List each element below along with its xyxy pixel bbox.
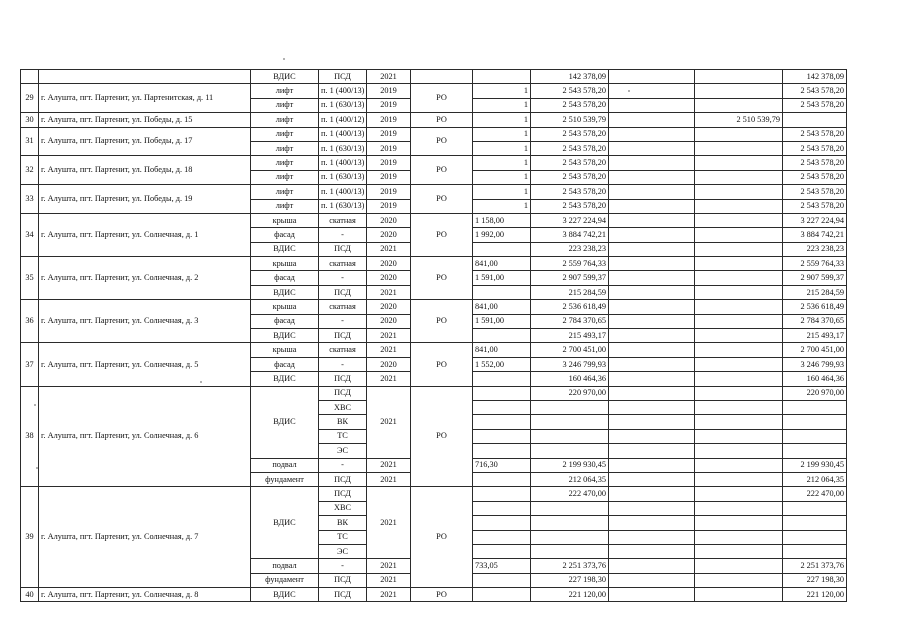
cost-cell: 2 784 370,65 [531, 314, 609, 328]
year-cell: 2019 [367, 113, 411, 127]
sum-cell: 212 064,35 [783, 472, 847, 486]
sum-cell: 2 543 578,20 [783, 98, 847, 112]
cost-cell: 221 120,00 [531, 588, 609, 602]
year-cell: 2020 [367, 271, 411, 285]
work-detail-cell: ТС [319, 429, 367, 443]
quantity-cell: 1 591,00 [473, 314, 531, 328]
work-detail-cell: - [319, 314, 367, 328]
work-detail-cell: ХВС [319, 400, 367, 414]
work-type-cell: лифт [251, 98, 319, 112]
row-number: 29 [21, 84, 39, 113]
work-type-cell: фасад [251, 228, 319, 242]
work-detail-cell: ПСД [319, 588, 367, 602]
cost-cell: 2 543 578,20 [531, 141, 609, 155]
cost-cell: 3 884 742,21 [531, 228, 609, 242]
work-type-cell: лифт [251, 156, 319, 170]
work-type-cell: крыша [251, 300, 319, 314]
cost-cell: 227 198,30 [531, 573, 609, 587]
sum-cell: 2 199 930,45 [783, 458, 847, 472]
sum-cell: 222 470,00 [783, 487, 847, 501]
work-detail-cell: п. 1 (400/13) [319, 156, 367, 170]
scan-speck [34, 404, 36, 406]
sum-cell: 2 543 578,20 [783, 156, 847, 170]
year-cell: 2019 [367, 141, 411, 155]
quantity-cell: 716,30 [473, 458, 531, 472]
document-page [20, 69, 847, 602]
work-detail-cell: - [319, 271, 367, 285]
address-cell: г. Алушта, пгт. Партенит, ул. Партенитская, д. 11 [39, 84, 251, 113]
sum-cell: 2 907 599,37 [783, 271, 847, 285]
row-number: 38 [21, 386, 39, 487]
sum-cell: 3 246 799,93 [783, 357, 847, 371]
work-detail-cell: ПСД [319, 70, 367, 84]
sum-cell: 2 543 578,20 [783, 127, 847, 141]
work-detail-cell: ПСД [319, 242, 367, 256]
cost-cell: 2 251 373,76 [531, 559, 609, 573]
row-number: 36 [21, 300, 39, 343]
sum-cell: 2 543 578,20 [783, 84, 847, 98]
row-number: 39 [21, 487, 39, 588]
table-row [21, 343, 847, 357]
scan-speck [628, 90, 630, 92]
year-cell: 2021 [367, 573, 411, 587]
work-detail-cell: п. 1 (630/13) [319, 141, 367, 155]
address-cell: г. Алушта, пгт. Партенит, ул. Солнечная, д. 2 [39, 257, 251, 300]
cost-cell: 3 227 224,94 [531, 213, 609, 227]
sum-cell: 2 700 451,00 [783, 343, 847, 357]
work-type-cell: лифт [251, 170, 319, 184]
work-type-cell: ВДИС [251, 386, 319, 458]
cost-cell: 222 470,00 [531, 487, 609, 501]
sum-cell: 3 227 224,94 [783, 213, 847, 227]
address-cell: г. Алушта, пгт. Партенит, ул. Победы, д. 17 [39, 127, 251, 156]
year-cell: 2020 [367, 314, 411, 328]
work-detail-cell: ЭС [319, 544, 367, 558]
quantity-cell: 1 992,00 [473, 228, 531, 242]
work-detail-cell: - [319, 228, 367, 242]
cost-cell: 2 700 451,00 [531, 343, 609, 357]
quantity-cell: 841,00 [473, 343, 531, 357]
sum-cell: 2 543 578,20 [783, 141, 847, 155]
work-detail-cell: ЭС [319, 444, 367, 458]
year-cell: 2019 [367, 170, 411, 184]
work-type-cell: лифт [251, 141, 319, 155]
table-row [21, 113, 847, 127]
year-cell: 2020 [367, 357, 411, 371]
year-cell: 2021 [367, 472, 411, 486]
scan-speck [36, 467, 38, 469]
sum-cell: 215 493,17 [783, 329, 847, 343]
quantity-cell: 1 158,00 [473, 213, 531, 227]
cost-cell: 3 246 799,93 [531, 357, 609, 371]
operator-cell: РО [411, 300, 473, 343]
sum-cell: 3 884 742,21 [783, 228, 847, 242]
sum-cell: 220 970,00 [783, 386, 847, 400]
work-detail-cell: скатная [319, 257, 367, 271]
year-cell: 2021 [367, 285, 411, 299]
sum-cell: 2 543 578,20 [783, 185, 847, 199]
cost-cell: 220 970,00 [531, 386, 609, 400]
row-number: 32 [21, 156, 39, 185]
address-cell: г. Алушта, пгт. Партенит, ул. Солнечная, д. 3 [39, 300, 251, 343]
work-type-cell: ВДИС [251, 372, 319, 386]
year-cell: 2021 [367, 458, 411, 472]
operator-cell: РО [411, 185, 473, 214]
quantity-cell: 1 [473, 84, 531, 98]
operator-cell: РО [411, 127, 473, 156]
cost-cell: 160 464,36 [531, 372, 609, 386]
work-detail-cell: ПСД [319, 487, 367, 501]
quantity-cell: 1 [473, 98, 531, 112]
year-cell: 2019 [367, 98, 411, 112]
fund-cell: 2 510 539,79 [695, 113, 783, 127]
sum-cell: 2 536 618,49 [783, 300, 847, 314]
year-cell: 2021 [367, 372, 411, 386]
work-detail-cell: п. 1 (630/13) [319, 170, 367, 184]
year-cell: 2020 [367, 228, 411, 242]
year-cell: 2019 [367, 127, 411, 141]
cost-cell: 2 543 578,20 [531, 156, 609, 170]
work-detail-cell: - [319, 559, 367, 573]
work-detail-cell: скатная [319, 300, 367, 314]
work-type-cell: ВДИС [251, 329, 319, 343]
sum-cell: 223 238,23 [783, 242, 847, 256]
sum-cell: 2 559 764,33 [783, 257, 847, 271]
work-type-cell: фасад [251, 357, 319, 371]
work-type-cell: крыша [251, 257, 319, 271]
cost-cell: 212 064,35 [531, 472, 609, 486]
operator-cell: РО [411, 487, 473, 588]
address-cell: г. Алушта, пгт. Партенит, ул. Солнечная, д. 5 [39, 343, 251, 386]
address-cell: г. Алушта, пгт. Партенит, ул. Солнечная, д. 6 [39, 386, 251, 487]
quantity-cell: 1 [473, 156, 531, 170]
year-cell: 2021 [367, 329, 411, 343]
year-cell: 2020 [367, 213, 411, 227]
operator-cell: РО [411, 113, 473, 127]
work-type-cell: ВДИС [251, 70, 319, 84]
sum-cell: 221 120,00 [783, 588, 847, 602]
quantity-cell: 1 591,00 [473, 271, 531, 285]
work-type-cell: ВДИС [251, 588, 319, 602]
operator-cell: РО [411, 588, 473, 602]
year-cell: 2021 [367, 559, 411, 573]
work-type-cell: фасад [251, 271, 319, 285]
operator-cell: РО [411, 343, 473, 386]
work-type-cell: фасад [251, 314, 319, 328]
cost-cell: 2 543 578,20 [531, 170, 609, 184]
cost-cell: 142 378,09 [531, 70, 609, 84]
work-type-cell: крыша [251, 343, 319, 357]
work-detail-cell: ВК [319, 415, 367, 429]
quantity-cell: 1 [473, 199, 531, 213]
table-row [21, 487, 847, 501]
work-detail-cell: - [319, 458, 367, 472]
quantity-cell: 1 552,00 [473, 357, 531, 371]
quantity-cell: 1 [473, 141, 531, 155]
work-detail-cell: п. 1 (400/12) [319, 113, 367, 127]
work-type-cell: лифт [251, 113, 319, 127]
sum-cell: 2 251 373,76 [783, 559, 847, 573]
work-type-cell: фундамент [251, 573, 319, 587]
year-cell: 2019 [367, 156, 411, 170]
row-number: 34 [21, 213, 39, 256]
scan-speck [200, 381, 202, 383]
work-type-cell: ВДИС [251, 242, 319, 256]
work-detail-cell: ПСД [319, 386, 367, 400]
sum-cell: 215 284,59 [783, 285, 847, 299]
work-detail-cell: п. 1 (630/13) [319, 199, 367, 213]
work-detail-cell: ПСД [319, 329, 367, 343]
year-cell: 2020 [367, 300, 411, 314]
work-detail-cell: п. 1 (400/13) [319, 127, 367, 141]
cost-cell: 2 559 764,33 [531, 257, 609, 271]
operator-cell: РО [411, 386, 473, 487]
work-type-cell: ВДИС [251, 285, 319, 299]
work-type-cell: ВДИС [251, 487, 319, 559]
table-row [21, 185, 847, 199]
cost-cell: 215 284,59 [531, 285, 609, 299]
sum-cell: 142 378,09 [783, 70, 847, 84]
cost-cell: 2 199 930,45 [531, 458, 609, 472]
work-detail-cell: ПСД [319, 573, 367, 587]
sum-cell: 227 198,30 [783, 573, 847, 587]
work-detail-cell: ТС [319, 530, 367, 544]
work-type-cell: фундамент [251, 472, 319, 486]
row-number: 40 [21, 588, 39, 602]
sum-cell: 2 543 578,20 [783, 170, 847, 184]
address-cell: г. Алушта, пгт. Партенит, ул. Солнечная, д. 7 [39, 487, 251, 588]
work-type-cell: лифт [251, 84, 319, 98]
scan-speck [283, 58, 285, 60]
year-cell: 2019 [367, 84, 411, 98]
year-cell: 2020 [367, 257, 411, 271]
work-type-cell: лифт [251, 185, 319, 199]
row-number: 31 [21, 127, 39, 156]
table-row [21, 257, 847, 271]
address-cell: г. Алушта, пгт. Партенит, ул. Солнечная, д. 8 [39, 588, 251, 602]
row-number: 30 [21, 113, 39, 127]
sum-cell: 2 543 578,20 [783, 199, 847, 213]
cost-cell: 2 543 578,20 [531, 185, 609, 199]
work-detail-cell: ПСД [319, 472, 367, 486]
work-detail-cell: ХВС [319, 501, 367, 515]
work-type-cell: крыша [251, 213, 319, 227]
work-detail-cell: ВК [319, 516, 367, 530]
work-detail-cell: п. 1 (400/13) [319, 84, 367, 98]
cost-cell: 223 238,23 [531, 242, 609, 256]
table-row [21, 127, 847, 141]
row-number: 33 [21, 185, 39, 214]
operator-cell: РО [411, 156, 473, 185]
work-type-cell: лифт [251, 127, 319, 141]
table-row [21, 588, 847, 602]
repair-register-table [20, 69, 847, 602]
table-row [21, 386, 847, 400]
work-detail-cell: - [319, 357, 367, 371]
sum-cell: 2 784 370,65 [783, 314, 847, 328]
year-cell: 2021 [367, 487, 411, 559]
cost-cell: 2 543 578,20 [531, 98, 609, 112]
table-row [21, 156, 847, 170]
work-detail-cell: скатная [319, 343, 367, 357]
table-row [21, 213, 847, 227]
cost-cell: 2 543 578,20 [531, 127, 609, 141]
row-number: 37 [21, 343, 39, 386]
cost-cell: 2 907 599,37 [531, 271, 609, 285]
quantity-cell: 1 [473, 127, 531, 141]
year-cell: 2019 [367, 199, 411, 213]
year-cell: 2021 [367, 70, 411, 84]
quantity-cell: 841,00 [473, 300, 531, 314]
work-detail-cell: п. 1 (630/13) [319, 98, 367, 112]
quantity-cell: 1 [473, 113, 531, 127]
work-detail-cell: п. 1 (400/13) [319, 185, 367, 199]
cost-cell: 2 536 618,49 [531, 300, 609, 314]
cost-cell: 215 493,17 [531, 329, 609, 343]
table-row [21, 300, 847, 314]
cost-cell: 2 510 539,79 [531, 113, 609, 127]
quantity-cell: 1 [473, 185, 531, 199]
operator-cell: РО [411, 84, 473, 113]
quantity-cell: 1 [473, 170, 531, 184]
row-number: 35 [21, 257, 39, 300]
table-row [21, 70, 847, 84]
quantity-cell: 841,00 [473, 257, 531, 271]
cost-cell: 2 543 578,20 [531, 199, 609, 213]
work-detail-cell: ПСД [319, 285, 367, 299]
work-detail-cell: скатная [319, 213, 367, 227]
address-cell: г. Алушта, пгт. Партенит, ул. Победы, д. 15 [39, 113, 251, 127]
cost-cell: 2 543 578,20 [531, 84, 609, 98]
sum-cell: 160 464,36 [783, 372, 847, 386]
table-row [21, 84, 847, 98]
work-type-cell: подвал [251, 458, 319, 472]
year-cell: 2019 [367, 185, 411, 199]
quantity-cell: 733,05 [473, 559, 531, 573]
year-cell: 2021 [367, 588, 411, 602]
work-detail-cell: ПСД [319, 372, 367, 386]
operator-cell: РО [411, 213, 473, 256]
year-cell: 2021 [367, 343, 411, 357]
work-type-cell: подвал [251, 559, 319, 573]
operator-cell: РО [411, 257, 473, 300]
year-cell: 2021 [367, 242, 411, 256]
address-cell: г. Алушта, пгт. Партенит, ул. Солнечная, д. 1 [39, 213, 251, 256]
address-cell: г. Алушта, пгт. Партенит, ул. Победы, д. 19 [39, 185, 251, 214]
work-type-cell: лифт [251, 199, 319, 213]
address-cell: г. Алушта, пгт. Партенит, ул. Победы, д. 18 [39, 156, 251, 185]
year-cell: 2021 [367, 386, 411, 458]
